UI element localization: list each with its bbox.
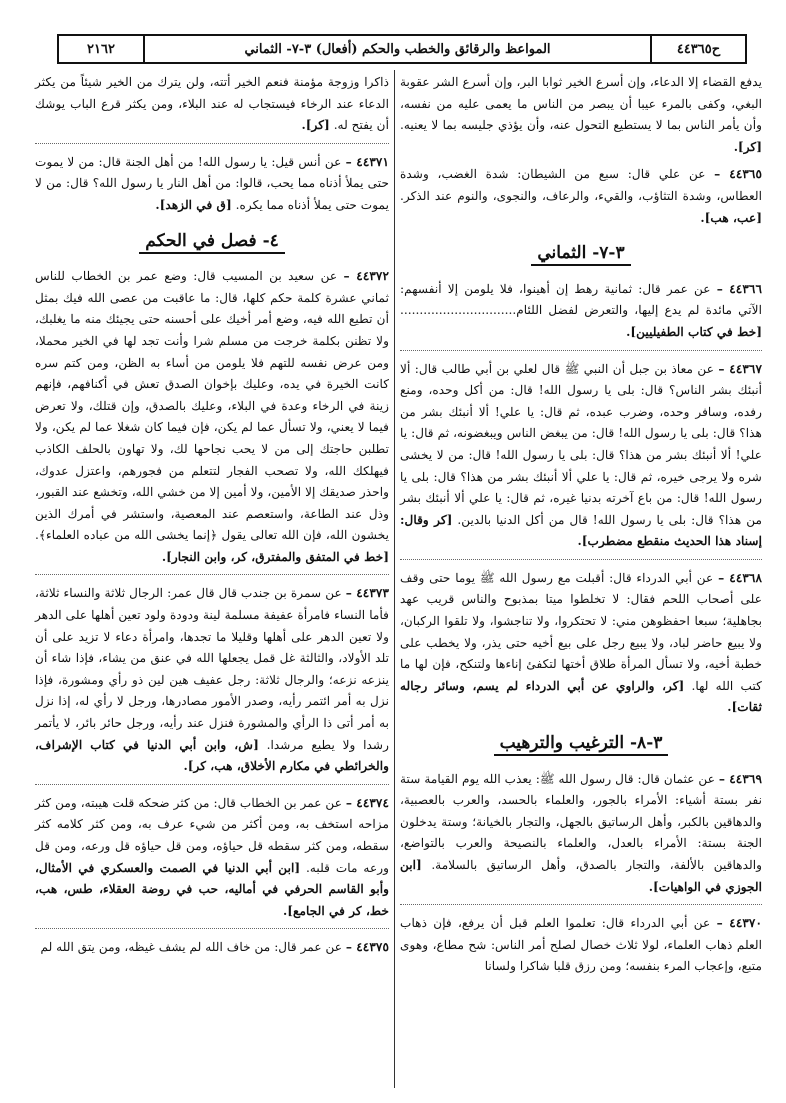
entry-number: ٤٤٣٦٧ – (718, 361, 763, 376)
hadith-entry: ٤٤٣٧٣ – عن سمرة بن جندب قال قال عمر: الرجال ثلاثة والنساء ثلاثة، فأما النساء فامرأة عفيفة مسلمة لينة ودودة ولود تعين أهلها على الدهر ولا تعين الدهر على أهلها وقليلا ما تجدها، وامرأة دعاء لا تزيد على أن تلد الأولاد، والثالثة غل قمل يجعلها الله في عنق من يشاء، فإذا شاء أن ينزعه نزعه؛ والرجال ثلاثة: رجل عفيف هين لين ذو رأي ومشورة، فإذا نزل به أمر ائتمر رأيه، وصدر الأمور مصادرها، ورجل لا رأي له، إذا نزل به أمر أتى ذا الرأي والمشورة فنزل عند رأيه، ورجل حائر بائر، لا يأتمر رشدا ولا يطيع مرشدا. [ش، وابن أبي الدنيا في كتاب الإشراف، والخرائطي في مكارم الأخلاق، هب، كر]. (35, 586, 390, 774)
entry-separator (35, 143, 389, 144)
continued-text: يدفع القضاء إلا الدعاء، وإن أسرع الخير ثوابا البر، وإن أسرع الشر عقوبة البغي، وكفى بالمرء عيبا أن يبصر من الناس ما يعمى عليه من نفسه، وأن يأمر الناس بما لا يستطيع التحول عنه، وأن يؤذي جليسه بما لا يعنيه. [كر]. (400, 75, 762, 154)
right-column (400, 72, 762, 984)
section-heading: ٣-٨- الترغيب والترهيب (400, 733, 762, 755)
hadith-entry: ٤٤٣٦٦ – عن عمر قال: ثمانية رهط إن أهينوا، فلا يلومن إلا أنفسهم: الآتي مائدة لم يدع إليها، والتعرض لفضل اللئام.............................. [خط في كتاب الطفيليين]. (400, 281, 762, 339)
source-ref: [كر وقال: إسناد هذا الحديث منقطع مضطرب]. (400, 512, 762, 549)
entry-number: ٤٤٣٧٣ – (345, 586, 389, 601)
source-ref: [خط في كتاب الطفيليين]. (626, 324, 762, 339)
source-ref: [عب، هب]. (700, 210, 762, 225)
source-ref: [خط في المتفق والمفترق، كر، وابن النجار]. (161, 549, 389, 564)
source-ref: [ق في الزهد]. (155, 197, 232, 212)
hadith-entry: ٤٤٣٦٥ – عن علي قال: سبع من الشيطان: شدة الغضب، وشدة العطاس، وشدة التثاؤب، والقيء، والرعاف، والنجوى، والنوم عند الذكر. [عب، هب]. (400, 167, 763, 225)
entry-separator (35, 928, 389, 929)
entry-number: ٤٤٣٧٠ – (716, 916, 763, 931)
entry-number: ٤٤٣٧٢ – (343, 269, 390, 284)
left-column (35, 72, 389, 965)
hadith-entry: ٤٤٣٧٢ – عن سعيد بن المسيب قال: وضع عمر بن الخطاب للناس ثماني عشرة كلمة حكم كلها، قال: ما عاقبت من عصى الله فيك بمثل أن تطيع الله فيه، وضع أمر أخيك على أحسنه حتى يجيئك منه ما يغلبك، ولا تظنن بكلمة خرجت من مسلم شرا وأنت تجد لها في الخير محملا، ومن عرض نفسه للتهم فلا يلومن من أساء به الظن، ومن كتم سره كانت الخيرة في يده، وعليك بإخوان الصدق تعش في أكنافهم، فإنهم زينة في الرخاء وعدة في البلاء، وعليك بالصدق، وإن قتلك، ولا تعرض فيما لا يعني، ولا تسأل عما لم يكن، فإن فيما كان شغلا عما لم يكن، ولا تطلبن حاجتك إلى من لا يحب نجاحها لك، ولا تهاون بالحلف الكاذب فيهلكك الله، ولا تصحب الفجار لتتعلم من فجورهم، واعتزل عدوك، واحذر صديقك إلا الأمين، ولا أمين إلا من خشي الله، وتخشع عند القبور، وذل عند الطاعة، واستعصم عند المعصية، واستشر في أمرك الذين يخشون الله، فإن الله تعالى يقول ﴿إنما يخشى الله من عباده العلماء﴾. [خط في المتفق والمفترق، كر، وابن النجار]. (35, 269, 390, 564)
hadith-entry: ٤٤٣٦٧ – عن معاذ بن جبل أن النبي ﷺ قال لعلي بن أبي طالب قال: ألا أنبئك بشر الناس؟ قال: بلى يا رسول الله! قال: من أكل وحده، ومنع رفده، وسافر وحده، وضرب عبده، ثم قال: يا علي! ألا أنبئك بشر من هذا؟ قال: بلى يا رسول الله! قال: من يبغض الناس ويبغضونه، ثم قال: يا علي! ألا أنبئك بشر من هذا؟ قال: بلى يا رسول الله! قال: من لا يخشى شره ولا يرجى خيره، ثم قال: يا علي ألا أنبئك بشر من هذا؟ قال: بلى يا رسول الله! قال: من باع آخرته بدنيا غيره، ثم قال: يا علي ألا أنبئك بشر من هذا؟ قال: بلى يا رسول الله! قال من أكل الدنيا بالدين. [كر وقال: إسناد هذا الحديث منقطع مضطرب]. (400, 361, 763, 549)
source-ref: [ابن أبي الدنيا في الصمت والعسكري في الأمثال، وأبو القاسم الحرفي في أماليه، حب في روضة العقلاء، طس، هب، خط، كر في الجامع]. (35, 860, 389, 918)
page-header (57, 34, 747, 64)
header-title: المواعظ والرقائق والخطب والحكم (أفعال) ٣-٧- الثماني (244, 41, 551, 57)
source-ref: [كر]. (301, 118, 330, 133)
hadith-entry: ٤٤٣٧٥ – عن عمر قال: من خاف الله لم يشف غيظه، ومن يتق الله لم (40, 940, 389, 955)
source-ref: [كر]. (733, 139, 762, 154)
column-divider (394, 70, 395, 1088)
hadith-entry: ٤٤٣٧١ – عن أنس قيل: يا رسول الله! من أهل الجنة قال: من لا يموت حتى يملأ أذناه مما يحب، قالوا: من أهل النار يا رسول الله؟ قال: من لا يموت حتى يملأ أذناه مما يكره. [ق في الزهد]. (35, 154, 390, 212)
hadith-entry: ٤٤٣٦٩ – عن عثمان قال: قال رسول الله ﷺ: يعذب الله يوم القيامة ستة نفر بستة أشياء: الأمراء بالجور، والعلماء بالحسد، والعرب بالعصبية، والدهاقين بالكبر، وأهل الرساتيق بالجهل، والتجار بالخيانة؛ وستة يدخلون الجنة بستة: الأمراء بالعدل، والعلماء بالنصيحة والعرب بالتواضع، والدهاقين بالألفة، والتجار بالصدق، وأهل الرساتيق بالسلامة. [ابن الجوزي في الواهيات]. (400, 771, 762, 894)
hadith-entry: ٤٤٣٦٨ – عن أبي الدرداء قال: أقبلت مع رسول الله ﷺ يوما حتى وقف على أصحاب اللحم فقال: لا تخلطوا ميتا بمذبوح والناس قريب عهد بجاهلية؛ سبعا احفظوهن مني: لا تحتكروا، ولا تناجشوا، ولا تلقوا الركبان، ولا يبيع حاضر لباد، ولا يبيع رجل على بيع أخيه حتى يذر، ولا يخطب على خطبة أخيه، ولا تسأل المرأة طلاق أختها لتكفئ إناءها ولتنكح، فإن لها ما كتب الله لها. [كر، والراوي عن أبي الدرداء لم يسم، وسائر رجاله ثقات]. (400, 570, 763, 715)
entry-number: ٤٤٣٧١ – (345, 154, 390, 169)
hadith-entry: ٤٤٣٧٤ – عن عمر بن الخطاب قال: من كثر ضحكه قلت هيبته، ومن كثر مزاحه استخف به، ومن أكثر من شيء عرف به، ومن كثر كلامه كثر سقطه، ومن كثر سقطه قل حياؤه، ومن قل حياؤه قل ورعه، ومن قل ورعه مات قلبه. [ابن أبي الدنيا في الصمت والعسكري في الأمثال، وأبو القاسم الحرفي في أماليه، حب في روضة العقلاء، طس، هب، خط، كر في الجامع]. (35, 795, 390, 918)
entry-number: ٤٤٣٦٦ – (716, 281, 762, 296)
entry-number: ٤٤٣٦٥ – (714, 167, 763, 182)
section-heading: ٣-٧- الثماني (400, 243, 762, 265)
header-page-number: ٢١٦٢ (59, 36, 145, 62)
entry-number: ٤٤٣٧٤ – (345, 795, 390, 810)
entry-number: ٤٤٣٦٩ – (718, 771, 762, 786)
entry-number: ٤٤٣٦٨ – (718, 570, 763, 585)
entry-separator (35, 574, 389, 575)
section-heading: ٤- فصل في الحكم (35, 231, 389, 253)
entry-separator (400, 350, 762, 351)
continued-text: ذاكرا وزوجة مؤمنة فنعم الخير أتته، ولن يترك من الخير شيئاً من يكثر الدعاء عند الرخاء فيستجاب له عند البلاء، ومن يكثر قرع الباب يوشك أن يفتح له. [كر]. (35, 75, 389, 133)
entry-separator (400, 559, 762, 560)
source-ref: [ابن الجوزي في الواهيات]. (400, 858, 762, 894)
source-ref: [ش، وابن أبي الدنيا في كتاب الإشراف، والخرائطي في مكارم الأخلاق، هب، كر]. (35, 737, 389, 774)
source-ref: [كر، والراوي عن أبي الدرداء لم يسم، وسائر رجاله ثقات]. (400, 678, 762, 715)
header-entry-range: ح٤٤٣٦٥ (650, 36, 745, 62)
entry-separator (35, 784, 389, 785)
hadith-entry: ٤٤٣٧٠ – عن أبي الدرداء قال: تعلموا العلم قبل أن يرفع، فإن ذهاب العلم ذهاب العلماء، لولا ثلاث خصال لصلح أمر الناس: شح مطاع، وهوى متبع، وإعجاب المرء بنفسه؛ ومن رزق قلبا شاكرا ولسانا (400, 916, 763, 974)
entry-number: ٤٤٣٧٥ – (345, 940, 389, 955)
entry-separator (400, 904, 762, 905)
